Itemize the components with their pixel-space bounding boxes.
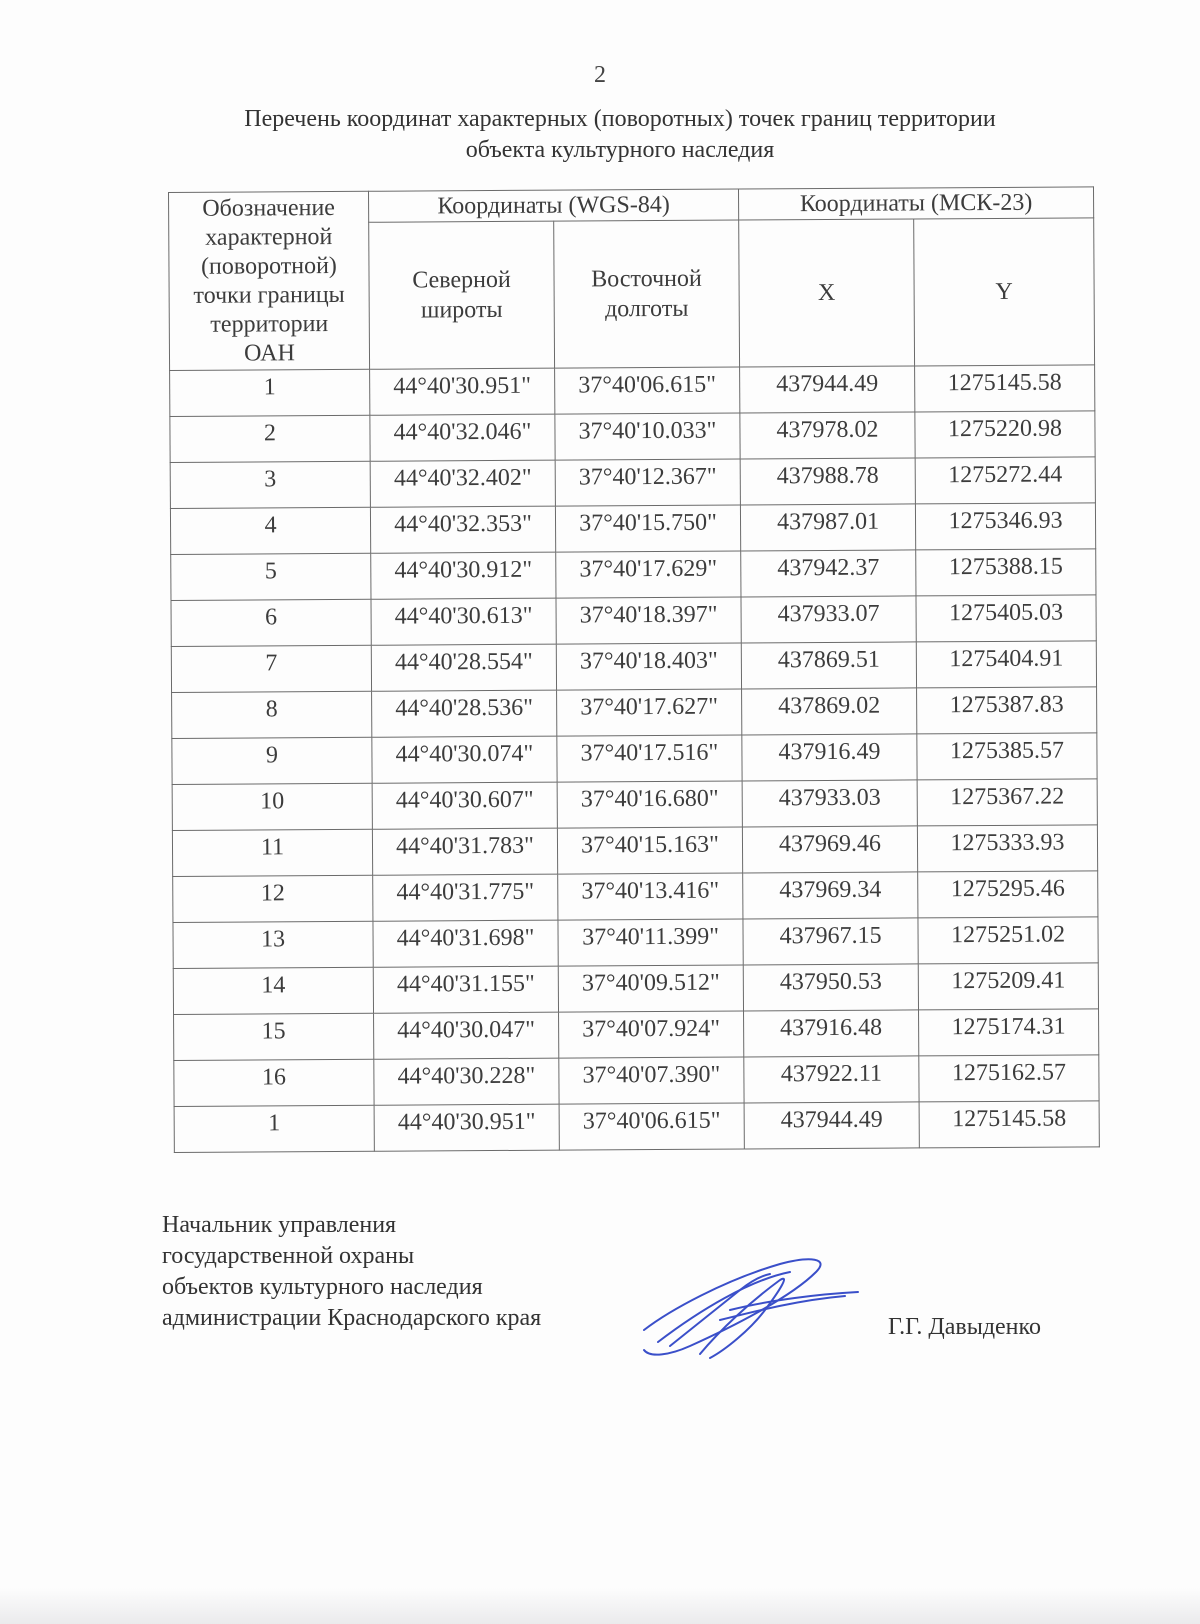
cell-longitude: 37°40'18.397" <box>556 597 741 644</box>
cell-y: 1275145.58 <box>915 365 1095 412</box>
cell-latitude: 44°40'28.554" <box>371 644 556 691</box>
cell-longitude: 37°40'13.416" <box>558 873 743 920</box>
cell-latitude: 44°40'30.607" <box>372 782 557 829</box>
cell-x: 437916.49 <box>742 734 917 781</box>
cell-y: 1275405.03 <box>916 595 1096 642</box>
cell-longitude: 37°40'12.367" <box>555 459 740 506</box>
cell-longitude: 37°40'15.163" <box>557 827 742 874</box>
table-row <box>174 1055 1099 1107</box>
cell-latitude: 44°40'31.783" <box>372 828 557 875</box>
document-title-line: Перечень координат характерных (поворотных) точек границ территории <box>244 106 996 132</box>
cell-x: 437969.46 <box>742 826 917 873</box>
table-row <box>174 1101 1099 1153</box>
coordinates-table <box>168 186 1100 1153</box>
header-msk23-group: Координаты (МСК-23) <box>739 187 1094 220</box>
cell-y: 1275295.46 <box>918 871 1098 918</box>
cell-longitude: 37°40'17.516" <box>557 735 742 782</box>
document-title <box>150 104 1090 166</box>
cell-latitude: 44°40'32.402" <box>370 460 555 507</box>
document-title-line: объекта культурного наследия <box>465 137 775 163</box>
cell-longitude: 37°40'07.390" <box>559 1057 744 1104</box>
cell-longitude: 37°40'06.615" <box>555 367 740 414</box>
cell-point: 7 <box>171 645 371 692</box>
cell-point: 10 <box>172 783 372 830</box>
cell-y: 1275367.22 <box>917 779 1097 826</box>
cell-point: 4 <box>170 507 370 554</box>
cell-longitude: 37°40'17.629" <box>556 551 741 598</box>
cell-x: 437916.48 <box>744 1010 919 1057</box>
cell-point: 13 <box>173 921 373 968</box>
table-body <box>170 365 1100 1153</box>
header-longitude: Восточной долготы <box>554 220 740 368</box>
table-row <box>173 963 1098 1015</box>
cell-point: 12 <box>173 875 373 922</box>
cell-latitude: 44°40'30.074" <box>372 736 557 783</box>
cell-latitude: 44°40'28.536" <box>372 690 557 737</box>
cell-y: 1275209.41 <box>918 963 1098 1010</box>
cell-point: 14 <box>173 967 373 1014</box>
cell-latitude: 44°40'30.951" <box>374 1104 559 1151</box>
signer-position-line: государственной охраны <box>162 1243 415 1269</box>
table-row <box>171 549 1096 601</box>
cell-latitude: 44°40'30.613" <box>371 598 556 645</box>
cell-point: 2 <box>170 415 370 462</box>
cell-x: 437969.34 <box>743 872 918 919</box>
cell-y: 1275272.44 <box>915 457 1095 504</box>
cell-x: 437869.51 <box>741 642 916 689</box>
cell-y: 1275385.57 <box>917 733 1097 780</box>
signer-position-line: Начальник управления <box>162 1212 397 1238</box>
cell-x: 437933.07 <box>741 596 916 643</box>
signer-position-line: объектов культурного наследия <box>162 1274 483 1300</box>
cell-point: 1 <box>174 1105 374 1152</box>
cell-longitude: 37°40'09.512" <box>558 965 743 1012</box>
cell-y: 1275387.83 <box>917 687 1097 734</box>
cell-longitude: 37°40'10.033" <box>555 413 740 460</box>
cell-y: 1275162.57 <box>919 1055 1099 1102</box>
table-row <box>173 871 1098 923</box>
cell-point: 5 <box>171 553 371 600</box>
cell-x: 437869.02 <box>742 688 917 735</box>
cell-point: 15 <box>174 1013 374 1060</box>
cell-x: 437950.53 <box>743 964 918 1011</box>
cell-longitude: 37°40'07.924" <box>559 1011 744 1058</box>
cell-latitude: 44°40'31.775" <box>373 874 558 921</box>
cell-latitude: 44°40'31.155" <box>373 966 558 1013</box>
cell-point: 11 <box>172 829 372 876</box>
cell-latitude: 44°40'30.228" <box>374 1058 559 1105</box>
cell-x: 437933.03 <box>742 780 917 827</box>
cell-longitude: 37°40'18.403" <box>556 643 741 690</box>
table-row <box>170 457 1095 509</box>
cell-x: 437967.15 <box>743 918 918 965</box>
cell-longitude: 37°40'11.399" <box>558 919 743 966</box>
table-row <box>170 411 1095 463</box>
cell-latitude: 44°40'32.046" <box>370 414 555 461</box>
cell-x: 437942.37 <box>741 550 916 597</box>
table-row <box>170 365 1095 417</box>
cell-point: 6 <box>171 599 371 646</box>
cell-latitude: 44°40'30.951" <box>370 368 555 415</box>
cell-x: 437978.02 <box>740 412 915 459</box>
cell-y: 1275346.93 <box>915 503 1095 550</box>
cell-y: 1275333.93 <box>917 825 1097 872</box>
cell-x: 437988.78 <box>740 458 915 505</box>
cell-latitude: 44°40'30.047" <box>374 1012 559 1059</box>
header-wgs84-group: Координаты (WGS-84) <box>368 189 738 222</box>
cell-point: 9 <box>172 737 372 784</box>
cell-longitude: 37°40'06.615" <box>559 1103 744 1150</box>
signer-position-line: администрации Краснодарского края <box>162 1305 542 1331</box>
table-row <box>171 641 1096 693</box>
header-x: X <box>739 219 915 367</box>
cell-latitude: 44°40'32.353" <box>370 506 555 553</box>
signer-name: Г.Г. Давыденко <box>888 1314 1041 1340</box>
table-row <box>172 779 1097 831</box>
page-number: 2 <box>594 62 606 88</box>
cell-point: 16 <box>174 1059 374 1106</box>
table-row <box>173 917 1098 969</box>
cell-y: 1275145.58 <box>919 1101 1099 1148</box>
cell-latitude: 44°40'30.912" <box>371 552 556 599</box>
cell-x: 437922.11 <box>744 1056 919 1103</box>
table-row <box>170 503 1095 555</box>
header-point-designation: Обозначение характерной (поворотной) точки границы территории ОАН <box>169 191 370 370</box>
cell-point: 8 <box>172 691 372 738</box>
table-row <box>172 825 1097 877</box>
cell-point: 3 <box>170 461 370 508</box>
header-latitude: Северной широты <box>369 221 555 369</box>
cell-y: 1275174.31 <box>919 1009 1099 1056</box>
cell-latitude: 44°40'31.698" <box>373 920 558 967</box>
scan-edge-shadow <box>0 1588 1200 1624</box>
cell-longitude: 37°40'17.627" <box>557 689 742 736</box>
cell-y: 1275404.91 <box>916 641 1096 688</box>
table-row <box>171 595 1096 647</box>
cell-y: 1275220.98 <box>915 411 1095 458</box>
table-row <box>174 1009 1099 1061</box>
header-y: Y <box>914 218 1095 366</box>
cell-x: 437944.49 <box>744 1102 919 1149</box>
table-row <box>172 733 1097 785</box>
cell-y: 1275388.15 <box>916 549 1096 596</box>
cell-longitude: 37°40'15.750" <box>555 505 740 552</box>
cell-x: 437987.01 <box>740 504 915 551</box>
cell-y: 1275251.02 <box>918 917 1098 964</box>
cell-x: 437944.49 <box>740 366 915 413</box>
cell-longitude: 37°40'16.680" <box>557 781 742 828</box>
table-row <box>172 687 1097 739</box>
handwritten-signature <box>630 1250 860 1365</box>
signer-position <box>162 1210 541 1334</box>
cell-point: 1 <box>170 369 370 416</box>
